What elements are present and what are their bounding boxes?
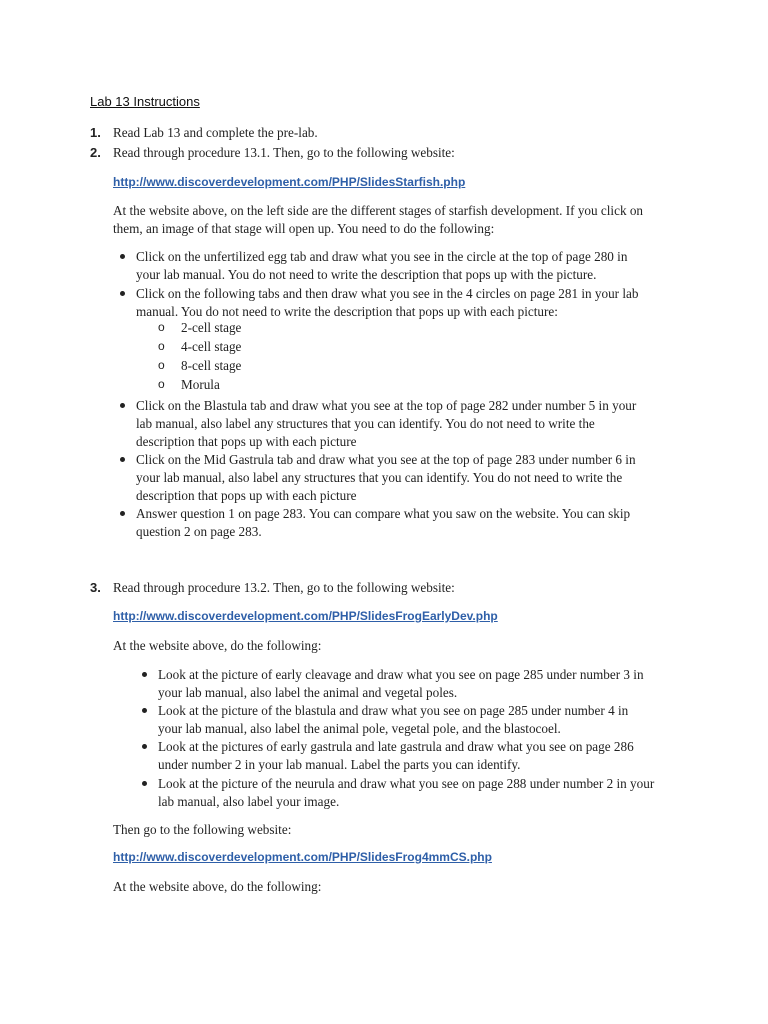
final-intro: At the website above, do the following:	[113, 879, 322, 894]
sub-bullet-icon: o	[158, 377, 165, 391]
item-text-3: Read through procedure 13.2. Then, go to the following website:	[113, 580, 455, 595]
text-line: Look at the picture of the neurula and draw what you see on page 288 under number 2 in your	[158, 776, 655, 791]
list-item	[158, 666, 644, 702]
text-line: under number 2 in your lab manual. Label the parts you can identify.	[158, 757, 521, 772]
text-line: description that pops up with each picture	[136, 434, 357, 449]
starfish-link[interactable]: http://www.discoverdevelopment.com/PHP/SlidesStarfish.php	[113, 175, 466, 189]
text-line: your lab manual. You do not need to write the description that pops up with the picture.	[136, 267, 597, 282]
text-line: Click on the Blastula tab and draw what you see at the top of page 282 under number 5 in your	[136, 398, 637, 413]
list-item	[136, 505, 630, 541]
page-title: Lab 13 Instructions	[90, 94, 200, 109]
list-item	[158, 775, 654, 811]
frog-4mm-link[interactable]: http://www.discoverdevelopment.com/PHP/SlidesFrog4mmCS.php	[113, 850, 492, 864]
text-line: lab manual, also label any structures that you can identify. You do not need to write the	[136, 416, 595, 431]
item-number-2: 2.	[90, 145, 101, 160]
list-item	[136, 285, 638, 321]
bullet-icon	[142, 744, 147, 749]
list-item	[136, 397, 636, 451]
text-line: Click on the Mid Gastrula tab and draw what you see at the top of page 283 under number 6 in	[136, 452, 636, 467]
item-number-1: 1.	[90, 125, 101, 140]
sub-bullet-icon: o	[158, 339, 165, 353]
stage-item: 2-cell stage	[181, 320, 242, 335]
text-line: description that pops up with each picture	[136, 488, 357, 503]
stage-item: Morula	[181, 377, 220, 392]
item-text-2: Read through procedure 13.1. Then, go to the following website:	[113, 145, 455, 160]
sub-bullet-icon: o	[158, 320, 165, 334]
bullet-icon	[142, 708, 147, 713]
text-line: your lab manual, also label the animal and vegetal poles.	[158, 685, 458, 700]
list-item	[158, 738, 634, 774]
list-item	[158, 702, 628, 738]
frog-early-dev-link[interactable]: http://www.discoverdevelopment.com/PHP/SlidesFrogEarlyDev.php	[113, 609, 498, 623]
item-number-3: 3.	[90, 580, 101, 595]
frog-intro: At the website above, do the following:	[113, 638, 322, 653]
then-go-text: Then go to the following website:	[113, 822, 292, 837]
text-line: them, an image of that stage will open up. You need to do the following:	[113, 221, 495, 236]
text-line: question 2 on page 283.	[136, 524, 262, 539]
list-item	[136, 451, 636, 505]
starfish-intro	[113, 202, 683, 238]
text-line: lab manual, also label your image.	[158, 794, 340, 809]
bullet-icon	[120, 291, 125, 296]
text-line: your lab manual, also label any structures that you can identify. You do not need to write the	[136, 470, 623, 485]
bullet-icon	[120, 254, 125, 259]
stage-item: 4-cell stage	[181, 339, 242, 354]
stage-item: 8-cell stage	[181, 358, 242, 373]
bullet-icon	[120, 511, 125, 516]
text-line: Look at the pictures of early gastrula and late gastrula and draw what you see on page 286	[158, 739, 634, 754]
text-line: Click on the following tabs and then draw what you see in the 4 circles on page 281 in your lab	[136, 286, 639, 301]
text-line: Answer question 1 on page 283. You can compare what you saw on the website. You can skip	[136, 506, 631, 521]
text-line: Look at the picture of early cleavage and draw what you see on page 285 under number 3 in	[158, 667, 644, 682]
bullet-icon	[120, 457, 125, 462]
text-line: manual. You do not need to write the description that pops up with each picture:	[136, 304, 558, 319]
list-item	[136, 248, 627, 284]
bullet-icon	[142, 672, 147, 677]
text-line: Look at the picture of the blastula and draw what you see on page 285 under number 4 in	[158, 703, 629, 718]
bullet-icon	[142, 781, 147, 786]
item-text-1: Read Lab 13 and complete the pre-lab.	[113, 125, 318, 140]
text-line: At the website above, on the left side are the different stages of starfish development. If you click on	[113, 203, 644, 218]
sub-bullet-icon: o	[158, 358, 165, 372]
text-line: Click on the unfertilized egg tab and draw what you see in the circle at the top of page 280 in	[136, 249, 628, 264]
bullet-icon	[120, 403, 125, 408]
text-line: your lab manual, also label the animal pole, vegetal pole, and the blastocoel.	[158, 721, 561, 736]
